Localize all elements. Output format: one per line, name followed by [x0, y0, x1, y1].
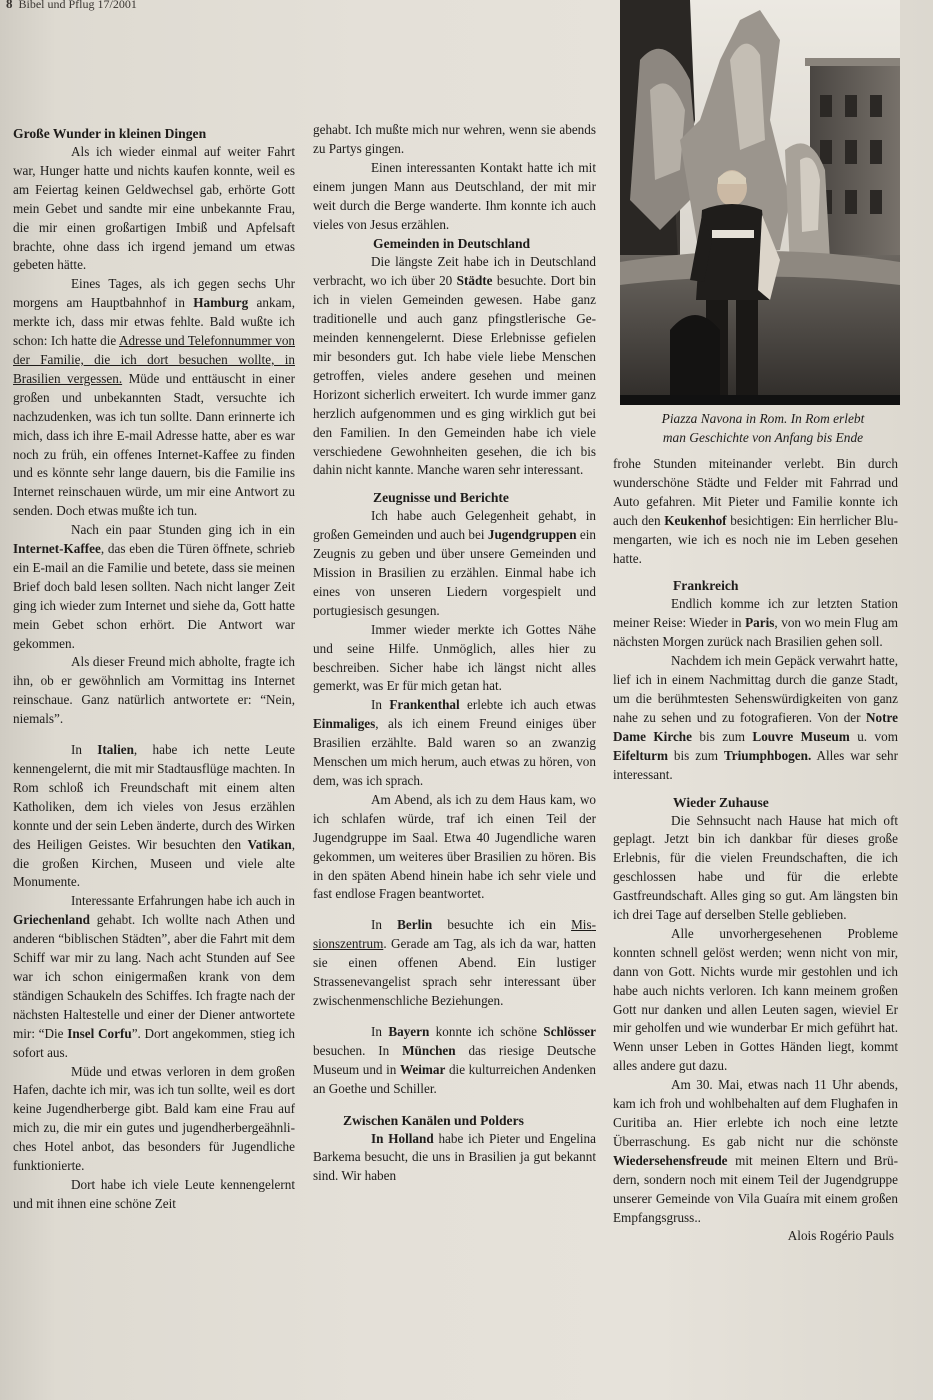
paragraph: Alle unvorhergesehenen Probleme konnten schnell gelöst werden; wenn nicht von mir, dann von Gott. Nichts wurde mir gestohlen und ich habe auch nichts verloren. Ich kann meinem großen Gott nur danken und allen Leuten sagen, wieviel Er mir geholfen und wie wunderbar Er mich geführt hat. Wenn unser Leben in Gottes Händen liegt, kommt alles andere gut dazu.	[613, 925, 898, 1074]
caption-line-1: Piazza Navona in Rom. In Rom erlebt	[661, 411, 865, 426]
section-heading-wunder: Große Wunder in kleinen Dingen	[13, 126, 207, 141]
photo-image	[620, 0, 900, 405]
paragraph: In Bayern konnte ich schöne Schlösser besuchen. In München das riesige Deutsche Museum und in Weimar die kulturreichen Andenken an Goethe und Schiller.	[313, 1023, 596, 1096]
section-heading-zuhause: Wieder Zuhause	[673, 794, 769, 810]
section-heading-zeugnisse: Zeugnisse und Berichte	[373, 490, 509, 506]
paragraph: In Holland habe ich Pieter und Engelina Barkema besucht, die uns in Brasilien ja gut bekannt sind. Wir haben	[313, 1130, 596, 1184]
paragraph: Als dieser Freund mich abholte, fragte ich ihn, ob er gewöhnlich am Vormittag ins Internet reinschaue. Ganz natürlich antwortete er: “Nein, niemals”.	[13, 654, 295, 727]
paragraph: frohe Stunden miteinander verlebt. Bin durch wunderschöne Städte und Felder mit Fahrrad und Auto gefahren. Mit Pieter und Familie konnte ich auch den Keukenhof besichtigen: Ein herrlicher Blumengarten, wie ich es noch nie im Leben gesehen hatte.	[613, 456, 899, 566]
paragraph: Dort habe ich viele Leute kennengelernt und mit ihnen eine schöne Zeit	[13, 1176, 295, 1211]
paragraph: Nachdem ich mein Gepäck verwahrt hatte, lief ich in einem Nachmittag durch die ganze Stadt, um die berühmtesten Sehenswürdigkeiten von ganz nahe zu sehen und zu fotografieren. Von der Notre Dame Kirche bis zum Louvre Museum u. vom Eifelturm bis zum Triumphbogen. Alles war sehr interessant.	[613, 653, 898, 782]
paragraph: Interessante Erfahrungen habe ich auch in Griechenland gehabt. Ich wollte nach Athen und anderen “biblischen Städten”, aber die Fahrt mit dem Schiff war mir zu lang. Nach acht Stunden auf See war ich schon einigermaßen krank von dem ständigen Schaukeln des Schiffes. Ich fragte nach der nächsten Haltestelle und einer der Diener antwortete mir: “Die Insel Corfu”. Dort angekommen, stieg ich sofort aus.	[13, 893, 296, 1060]
paragraph: Einen interessanten Kontakt hatte ich mit einem jungen Mann aus Deutschland, der mit mir weit durch die Berge wanderte. Ihm konnte ich auch vieles von Jesus erzählen.	[313, 159, 596, 232]
caption-line-2: man Geschichte von Anfang bis Ende	[662, 429, 864, 445]
paragraph: In Frankenthal erlebte ich auch etwas Einmaliges, als ich einem Freund einiges über Brasilien erzählte. Bald waren so an zwanzig Menschen um mich herum, auch etwas zu hören, von dem, was ich sprach.	[313, 697, 596, 788]
paragraph: Am 30. Mai, etwas nach 11 Uhr abends, kam ich froh und wohlbehalten auf dem Flughafen in Curitiba an. Hier erlebte ich noch eine letzte Überraschung. Es gab nicht nur die schönste Wiedersehensfreude mit meinen Eltern und Brüdern, sondern noch mit einem Teil der Jugendgruppe unserer Gemeinde von Vila Guaíra mit einem großen Empfangsgruss..	[613, 1077, 898, 1225]
paragraph: Endlich komme ich zur letzten Station meiner Reise: Wieder in Paris, von wo mein Flug am nächsten Morgen zurück nach Brasilien gehen soll.	[613, 596, 898, 650]
publication-title: Bibel und Pflug 17/2001	[18, 0, 137, 11]
author-signature: Alois Rogério Pauls	[787, 1228, 894, 1244]
paragraph: Als ich wieder einmal auf weiter Fahrt war, Hunger hatte und nichts kaufen konnte, weil es am Feiertag keinen Geldwechsel gab, erhörte Gott mein Gebet und sandte mir eine unbekannte Frau, die mir einen großartigen Imbiß und Apfelsaft brachte, ohne dass ich irgend jemand um etwas gebeten hätte.	[13, 144, 295, 273]
paragraph: In Italien, habe ich nette Leute kennengelernt, die mit mir Stadtausflüge machten. In Rom schloß ich Freundschaft mit einem alten Katholiken, dem ich vieles von Jesus erzählen konnte und der sein Leben änderte, durch des Wirken des Heiligen Geistes. Wir besuchten den Vatikan, die großen Kirchen, Museen und viele alte Monumente.	[13, 742, 295, 890]
running-head	[6, 0, 137, 12]
paragraph: Nach ein paar Stunden ging ich in ein Internet-Kaffee, das eben die Türen öffnete, schrieb ein E-mail an die Familie und betete, dass sie meinen Brief doch bald lesen sollten. Nach nicht langer Zeit ging ich wieder zum Internet und siehe da, Gott hatte mein Gebet schon erhört. Die Antwort war gekommen.	[13, 522, 295, 651]
paragraph: Immer wieder merkte ich Gottes Nähe und seine Hilfe. Unmöglich, alles hier zu beschreiben. Sicher habe ich längst nicht alles gemerkt, was Er für mich getan hat.	[313, 621, 596, 694]
paragraph: Müde und etwas verloren in dem großen Hafen, dachte ich mir, was ich tun sollte, weil es dort keine Jugendherberge gibt. Bald kam eine Frau auf mich zu, die mir ein gutes und jugendherbergeähnliches Hotel anbot, das besonders für Jugendliche funktionierte.	[13, 1063, 295, 1174]
piazza-navona-photo	[620, 0, 900, 405]
section-heading-frankreich: Frankreich	[673, 578, 739, 594]
paragraph: Am Abend, als ich zu dem Haus kam, wo ich schlafen würde, traf ich einen Teil der Jugendgruppe im Saal. Etwa 40 Jugendliche waren gekommen, um weiteres über Brasilien zu hören. Bis in den späten Abend hinein habe ich sehr viele und fast endlose Fragen beantwortet.	[313, 791, 596, 902]
article-column-2	[313, 121, 596, 1186]
article-column-3	[613, 455, 898, 1246]
photo-caption	[628, 410, 898, 447]
paragraph: Die längste Zeit habe ich in Deutschland verbracht, wo ich über 20 Städte besuchte. Dort bin ich in vielen Gemeinden gewesen. Habe ganz traditionelle und auch ganz pfingstlerische Gemeinden kennengelernt. Diese Erlebnisse gefielen mir besonders gut. Ich habe viele liebe Menschen getroffen, vieles andere gesehen und meinen Horizont sicherlich erweitert. Ich wurde immer ganz herzlich aufgenommen und es ging wirklich gut bei den Familien. In den Gemeinden habe ich viele verschiedene Gewohnheiten gesehen, die ich bis dahin nicht kannte. Manche waren sehr interessant.	[313, 254, 596, 478]
paragraph: gehabt. Ich mußte mich nur wehren, wenn sie abends zu Partys gingen.	[313, 122, 596, 156]
paragraph: Eines Tages, als ich gegen sechs Uhr morgens am Hauptbahnhof in Hamburg ankam, merkte ich, dass mir etwas fehlte. Bald wußte ich schon: Ich hatte die Adresse und Telefonnummer von der Familie, die ich dort besuchen wollte, in Brasilien vergessen. Müde und enttäuscht in einer großen und unbekannten Stadt, versuchte ich nachzudenken, was ich tun sollte. Dann erinnerte ich mich, dass ich ihre E-mail Adresse hatte, aber es war noch zu früh, ein offenes Internet-Kaffee zu finden und es könnte sehr lange dauern, bis die Familie ins Internet reinschauen würde, um mir eine Antwort zu senden. Doch etwas mußte ich tun.	[13, 276, 296, 519]
paragraph: In Berlin besuchte ich ein Missionszentrum. Gerade am Tag, als ich da war, hatten sie einen offenen Abend. Ein lustiger Strassenevangelist sprach sehr interessant über zwischenmenschliche Beziehungen.	[313, 917, 596, 1008]
article-column-1	[13, 124, 295, 1214]
section-heading-gemeinden: Gemeinden in Deutschland	[373, 236, 531, 252]
paragraph: Ich habe auch Gelegenheit gehabt, in großen Gemeinden und auch bei Jugendgruppen ein Zeugnis zu geben und über unsere Gemeinden und Mission in Brasilien zu erzählen. Einmal habe ich eines von unseren Liedern vorgespielt und portugiesisch gesungen.	[313, 508, 596, 618]
page-number: 8	[6, 0, 13, 11]
paragraph: Die Sehnsucht nach Hause hat mich oft geplagt. Jetzt bin ich dankbar für dieses große Erlebnis, für die vielen Freundschaften, die ich geschlossen habe und für die erlebte Gastfreundschaft. Alles ging so gut. Am längsten bin ich drei Tage auf derselben Stelle geblieben.	[613, 812, 898, 923]
section-heading-kanaele: Zwischen Kanälen und Polders	[343, 1112, 524, 1128]
